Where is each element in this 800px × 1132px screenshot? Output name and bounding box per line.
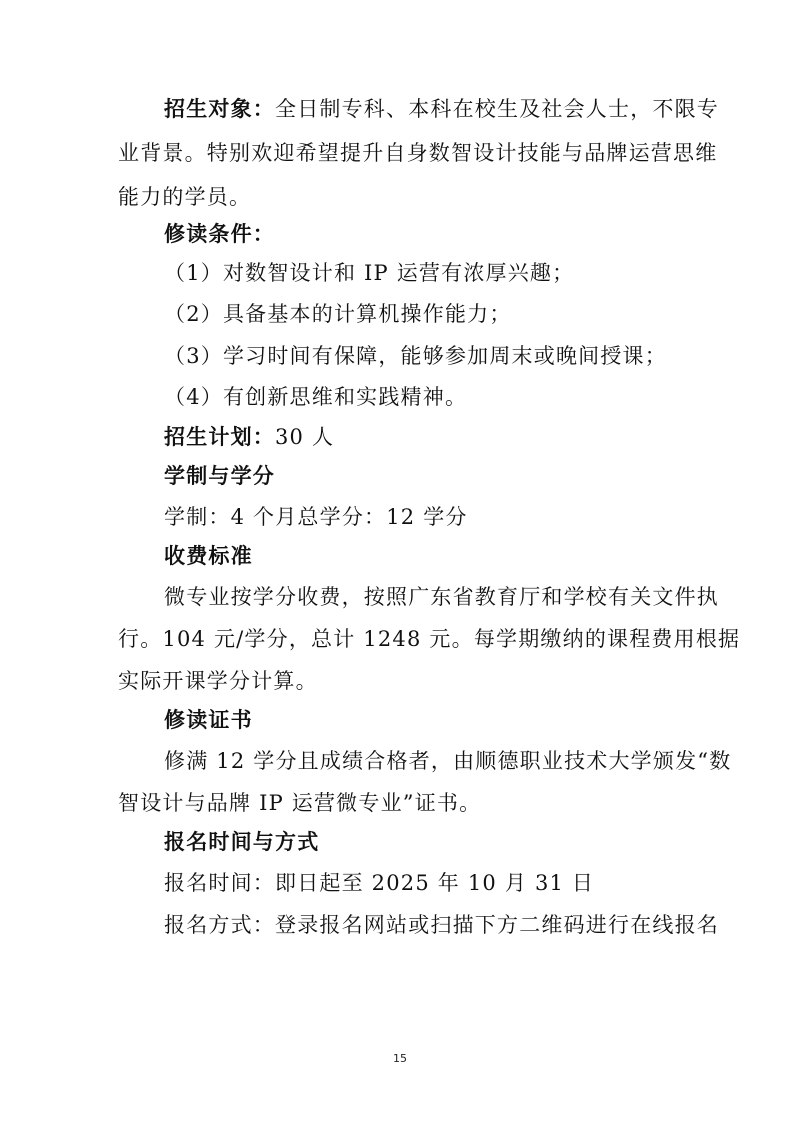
duration-heading: 学制与学分 (164, 463, 275, 488)
requirements-heading: 修读条件： (164, 221, 275, 246)
certificate-line-1: 修满 12 学分且成绩合格者，由顺德职业技术大学颁发“数 (164, 749, 732, 773)
fees-line-1: 微专业按学分收费，按照广东省教育厅和学校有关文件执 (164, 585, 719, 609)
fees-line-2: 行。104 元/学分，总计 1248 元。每学期缴纳的课程费用根据 (118, 627, 741, 651)
requirement-item-1: （1）对数智设计和 IP 运营有浓厚兴趣； (164, 261, 575, 285)
plan-label: 招生计划： (164, 424, 275, 449)
fees-line-3: 实际开课学分计算。 (118, 669, 318, 693)
certificate-line-2: 智设计与品牌 IP 运营微专业”证书。 (118, 791, 482, 815)
target-line-2: 业背景。特别欢迎希望提升自身数智设计技能与品牌运营思维 (118, 141, 718, 165)
registration-heading: 报名时间与方式 (164, 829, 320, 854)
target-text-1: 全日制专科、本科在校生及社会人士，不限专 (275, 97, 719, 121)
registration-method: 报名方式：登录报名网站或扫描下方二维码进行在线报名 (164, 913, 719, 937)
duration-text: 学制：4 个月总学分：12 学分 (164, 505, 468, 529)
requirement-item-4: （4）有创新思维和实践精神。 (164, 385, 468, 409)
page-number: 15 (393, 1052, 407, 1065)
requirement-item-3: （3）学习时间有保障，能够参加周末或晚间授课； (164, 344, 667, 368)
fees-heading: 收费标准 (164, 543, 253, 568)
registration-time: 报名时间：即日起至 2025 年 10 月 31 日 (164, 871, 595, 895)
requirement-item-2: （2）具备基本的计算机操作能力； (164, 302, 512, 326)
plan-value: 30 人 (275, 425, 335, 449)
plan-line (164, 420, 688, 454)
certificate-heading: 修读证书 (164, 707, 253, 732)
target-label: 招生对象： (164, 96, 275, 121)
target-line-3: 能力的学员。 (118, 185, 252, 209)
target-line-1 (164, 92, 719, 126)
